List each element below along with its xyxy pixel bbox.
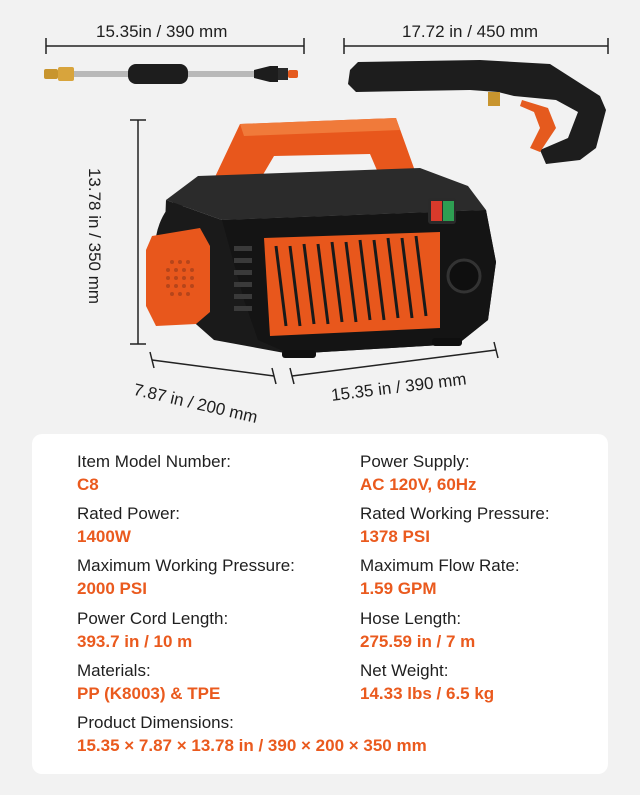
spec-power-supply: [360, 452, 630, 496]
spec-label: Rated Power:: [77, 504, 180, 523]
spray-wand-image: [44, 64, 298, 84]
spec-value: 1378 PSI: [360, 527, 430, 546]
spec-rated-pressure: [360, 504, 630, 548]
height-label: 13.78 in / 350 mm: [85, 167, 105, 305]
spec-label: Power Supply:: [360, 452, 470, 471]
depth-label: 7.87 in / 200 mm: [131, 380, 260, 427]
spec-label: Maximum Working Pressure:: [77, 556, 295, 575]
spec-label: Power Cord Length:: [77, 609, 229, 628]
wand-length-label: 15.35in / 390 mm: [96, 22, 228, 41]
pressure-washer-image: [146, 118, 496, 358]
spec-value: 1400W: [77, 527, 131, 546]
spec-value: AC 120V, 60Hz: [360, 475, 477, 494]
spec-net-weight: [360, 661, 630, 705]
spec-cord-length: [77, 609, 347, 653]
width-label: 15.35 in / 390 mm: [330, 369, 468, 405]
spec-value: 393.7 in / 10 m: [77, 632, 193, 651]
spec-value: C8: [77, 475, 99, 494]
spec-product-dimensions: [77, 713, 577, 757]
depth-dimension-line: [150, 352, 276, 384]
spec-value: PP (K8003) & TPE: [77, 684, 221, 703]
spec-value: 15.35 × 7.87 × 13.78 in / 390 × 200 × 350 mm: [77, 736, 427, 755]
spec-value: 275.59 in / 7 m: [360, 632, 476, 651]
spec-max-flow: [360, 556, 630, 600]
spec-value: 1.59 GPM: [360, 579, 437, 598]
spec-model: [77, 452, 347, 496]
spec-label: Materials:: [77, 661, 151, 680]
spec-label: Hose Length:: [360, 609, 462, 628]
spec-rated-power: [77, 504, 347, 548]
spec-card: [32, 434, 608, 774]
gun-length-label: 17.72 in / 450 mm: [402, 22, 539, 41]
spec-value: 2000 PSI: [77, 579, 147, 598]
spec-label: Maximum Flow Rate:: [360, 556, 520, 575]
spec-value: 14.33 lbs / 6.5 kg: [360, 684, 495, 703]
height-dimension-line: [130, 120, 146, 344]
spec-hose-length: [360, 609, 630, 653]
spec-label: Rated Working Pressure:: [360, 504, 550, 523]
spec-label: Net Weight:: [360, 661, 449, 680]
spec-materials: [77, 661, 347, 705]
spec-max-pressure: [77, 556, 347, 600]
spec-label: Product Dimensions:: [77, 713, 234, 732]
spec-label: Item Model Number:: [77, 452, 231, 471]
